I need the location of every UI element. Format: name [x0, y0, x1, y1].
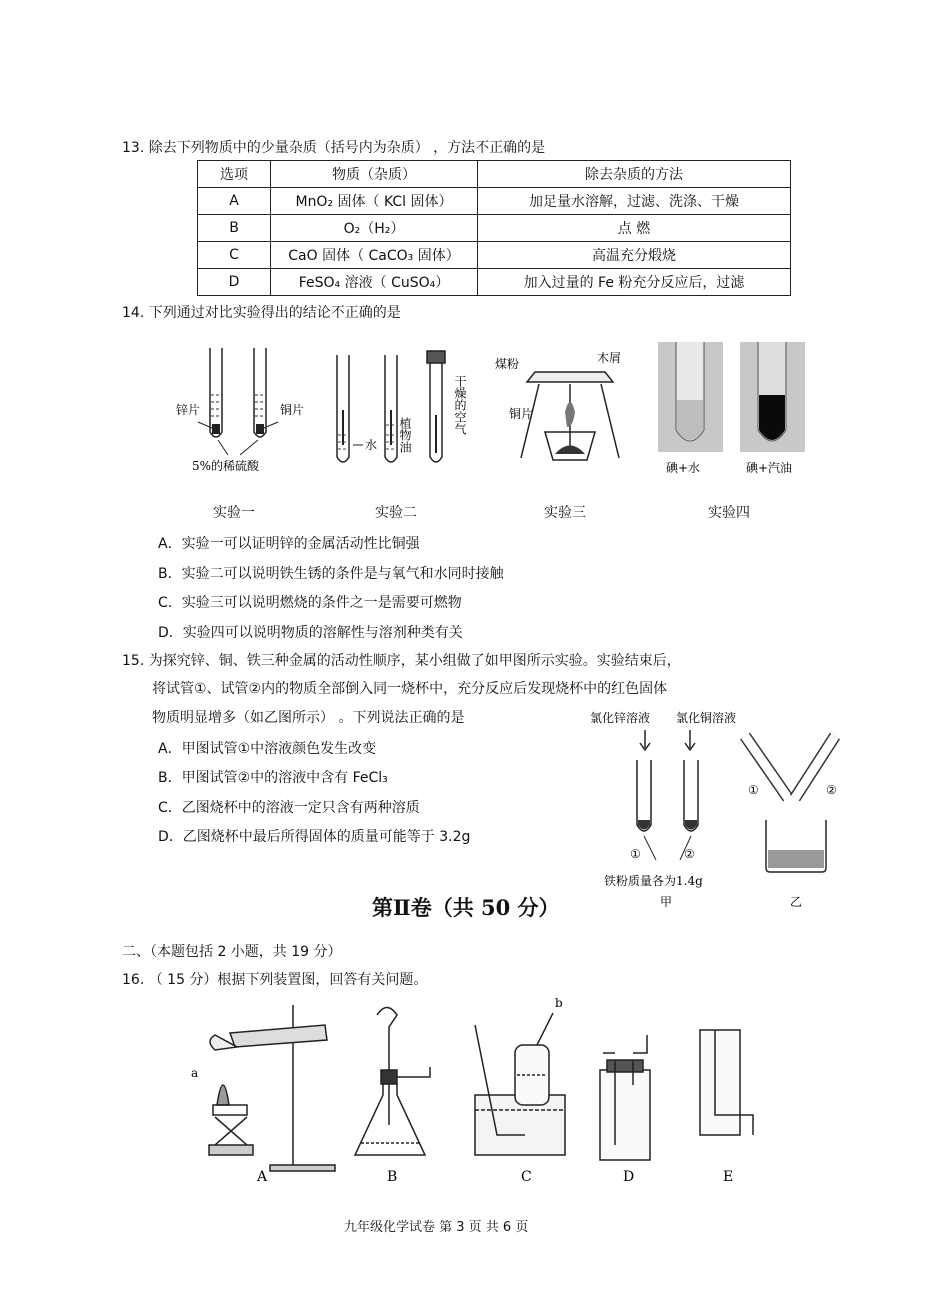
iron-powder-label: 铁粉质量各为1.4g [604, 874, 703, 888]
part-2-title: 第Ⅱ卷（共 50 分） [372, 895, 560, 920]
beaker-tube-2-label: ② [826, 783, 837, 797]
page-footer: 九年级化学试卷 第 3 页 共 6 页 [344, 1220, 529, 1235]
experiment-2-figure [325, 345, 485, 480]
coal-label: 煤粉 [495, 357, 520, 371]
caption-exp3: 实验三 [544, 505, 586, 521]
zinc-label: 锌片 [176, 403, 201, 417]
table-cell: 高温充分煅烧 [478, 242, 791, 269]
tube-1-label: ① [630, 847, 641, 861]
beaker-tube-1-label: ① [748, 783, 759, 797]
iodine-gasoline-label: 碘+汽油 [746, 461, 793, 475]
q15-option-a: A．甲图试管①中溶液颜色发生改变 [158, 741, 377, 757]
table-cell: C [198, 242, 271, 269]
table-cell: FeSO₄ 溶液（ CuSO₄） [271, 269, 478, 296]
figure-jia-label: 甲 [660, 895, 673, 909]
q15-option-b: B．甲图试管②中的溶液中含有 FeCl₃ [158, 770, 388, 786]
q13-stem: 13. 除去下列物质中的少量杂质（括号内为杂质） ，方法不正确的是 [122, 140, 546, 156]
table-row [198, 242, 791, 269]
oil-label: 植物油 [398, 417, 412, 453]
apparatus-e-label: E [723, 1169, 734, 1185]
q15-option-d: D．乙图烧杯中最后所得固体的质量可能等于 3.2g [158, 829, 471, 845]
table-header-row [198, 161, 791, 188]
table-cell: A [198, 188, 271, 215]
mark-a-label: a [191, 1066, 199, 1080]
q15-line3: 物质明显增多（如乙图所示） 。下列说法正确的是 [152, 710, 465, 726]
apparatus-figure [175, 995, 755, 1195]
table-header: 选项 [198, 161, 271, 188]
table-row [198, 188, 791, 215]
q13-table [197, 160, 791, 296]
q15-figure [590, 700, 848, 915]
table-header: 物质（杂质） [271, 161, 478, 188]
table-cell: CaO 固体（ CaCO₃ 固体） [271, 242, 478, 269]
wood-label: 木屑 [597, 351, 622, 365]
q16-stem: 16. （ 15 分）根据下列装置图，回答有关问题。 [122, 972, 428, 988]
table-cell: 点 燃 [478, 215, 791, 242]
water-label: 水 [365, 438, 378, 452]
table-cell: 加入过量的 Fe 粉充分反应后，过滤 [478, 269, 791, 296]
copper-label: 铜片 [280, 403, 305, 417]
experiment-1-figure [170, 340, 310, 480]
table-header: 除去杂质的方法 [478, 161, 791, 188]
iodine-water-label: 碘+水 [666, 461, 701, 475]
q14-option-a: A．实验一可以证明锌的金属活动性比铜强 [158, 536, 420, 552]
zinc-chloride-label: 氯化锌溶液 [590, 711, 651, 725]
dry-air-label: 干燥的空气 [453, 375, 467, 435]
table-cell: O₂（H₂） [271, 215, 478, 242]
table-cell: D [198, 269, 271, 296]
q14-stem: 14. 下列通过对比实验得出的结论不正确的是 [122, 305, 401, 321]
q14-option-c: C．实验三可以说明燃烧的条件之一是需要可燃物 [158, 595, 462, 611]
apparatus-b-label: B [387, 1169, 398, 1185]
copper-chloride-label: 氯化铜溶液 [676, 711, 737, 725]
caption-exp4: 实验四 [708, 505, 750, 521]
tube-2-label: ② [684, 847, 695, 861]
q15-line1: 15. 为探究锌、铜、铁三种金属的活动性顺序，某小组做了如甲图所示实验。实验结束后， [122, 653, 681, 669]
table-row [198, 269, 791, 296]
table-cell: 加足量水溶解，过滤、洗涤、干燥 [478, 188, 791, 215]
q15-line2: 将试管①、试管②内的物质全部倒入同一烧杯中，充分反应后发现烧杯中的红色固体 [152, 681, 668, 697]
mark-b-label: b [555, 996, 563, 1010]
apparatus-a-label: A [257, 1169, 268, 1185]
table-cell: B [198, 215, 271, 242]
apparatus-c-label: C [521, 1169, 532, 1185]
figure-yi-label: 乙 [790, 895, 803, 909]
copper-sheet-label: 铜片 [509, 407, 534, 421]
apparatus-d-label: D [623, 1169, 635, 1185]
q15-option-c: C．乙图烧杯中的溶液一定只含有两种溶质 [158, 800, 420, 816]
caption-exp2: 实验二 [375, 505, 417, 521]
table-cell: MnO₂ 固体（ KCl 固体） [271, 188, 478, 215]
experiment-3-figure [495, 342, 635, 472]
q14-option-d: D．实验四可以说明物质的溶解性与溶剂种类有关 [158, 625, 463, 641]
section-heading: 二、（本题包括 2 小题，共 19 分） [122, 944, 342, 960]
table-row [198, 215, 791, 242]
acid-label: 5%的稀硫酸 [192, 459, 260, 473]
experiment-4-figure [658, 340, 808, 480]
caption-exp1: 实验一 [213, 505, 255, 521]
q14-option-b: B．实验二可以说明铁生锈的条件是与氧气和水同时接触 [158, 566, 504, 582]
